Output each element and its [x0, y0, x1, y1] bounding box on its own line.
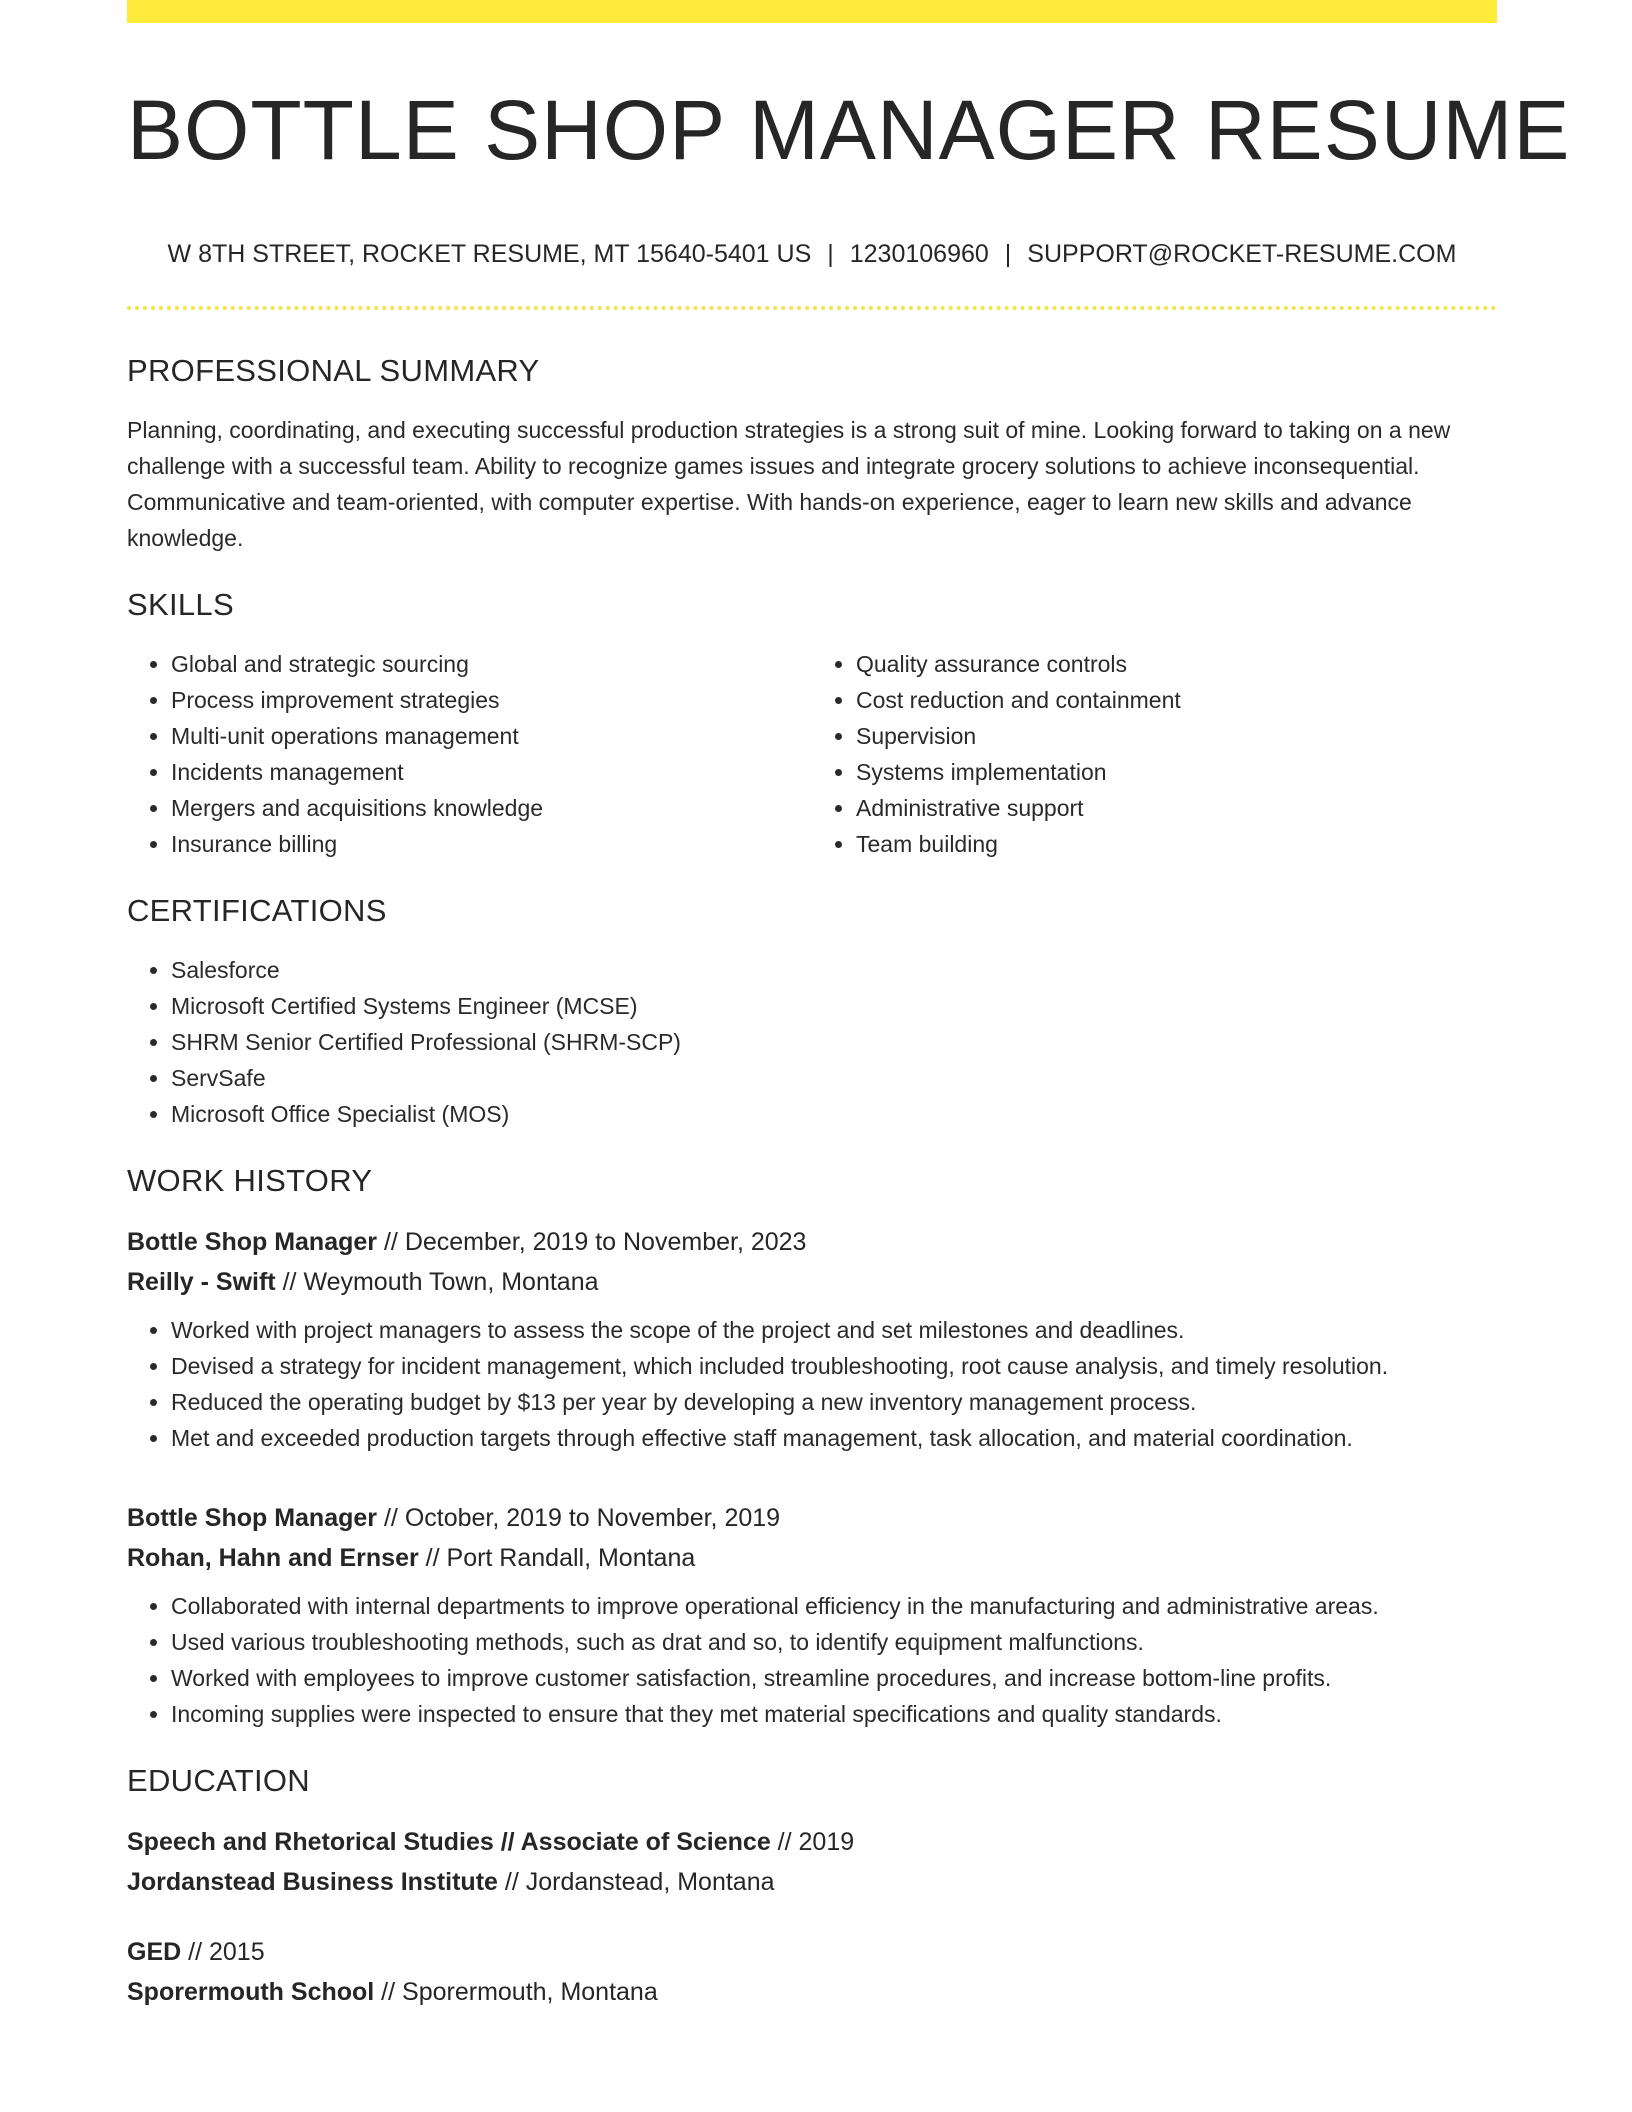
- separator: //: [374, 1978, 403, 2006]
- email: SUPPORT@ROCKET-RESUME.COM: [1027, 240, 1457, 268]
- job-bullet: • Incoming supplies were inspected to ensure that they met material specifications and quality standards.: [171, 1696, 1497, 1732]
- school-line: [127, 1972, 1497, 2012]
- job-bullet: • Worked with employees to improve customer satisfaction, streamline procedures, and increase bottom-line profits.: [171, 1660, 1497, 1696]
- work-history-heading: WORK HISTORY: [127, 1163, 373, 1198]
- skill-item: • Process improvement strategies: [171, 682, 812, 718]
- job-bullets: [127, 1312, 1497, 1456]
- contact-separator: |: [1004, 240, 1012, 268]
- skill-item: • Insurance billing: [171, 826, 812, 862]
- skill-item: • Multi-unit operations management: [171, 718, 812, 754]
- phone: 1230106960: [849, 240, 989, 268]
- job-bullet: • Used various troubleshooting methods, such as drat and so, to identify equipment malfunctions.: [171, 1624, 1497, 1660]
- job-company-line: [127, 1538, 1497, 1578]
- job-dates: October, 2019 to November, 2019: [404, 1504, 781, 1532]
- education-entry: [127, 1822, 1497, 1902]
- school-location: Jordanstead, Montana: [525, 1868, 775, 1896]
- separator: //: [418, 1544, 447, 1572]
- education-section: [127, 1762, 1497, 2012]
- job-location: Port Randall, Montana: [446, 1544, 696, 1572]
- education-heading: EDUCATION: [127, 1763, 310, 1798]
- degree: Speech and Rhetorical Studies // Associate of Science: [127, 1828, 771, 1856]
- skill-item: • Incidents management: [171, 754, 812, 790]
- skill-item: • Mergers and acquisitions knowledge: [171, 790, 812, 826]
- certifications-heading: CERTIFICATIONS: [127, 893, 387, 928]
- summary-section: [127, 352, 1497, 556]
- skills-grid: [127, 646, 1497, 862]
- job-bullet: • Reduced the operating budget by $13 per year by developing a new inventory management process.: [171, 1384, 1497, 1420]
- job-bullet: • Collaborated with internal departments to improve operational efficiency in the manufacturing and administrative areas.: [171, 1588, 1497, 1624]
- skill-item: • Supervision: [856, 718, 1497, 754]
- job-entry: [127, 1498, 1497, 1732]
- degree: GED: [127, 1938, 182, 1966]
- job-title: Bottle Shop Manager: [127, 1504, 378, 1532]
- accent-bar: [127, 0, 1497, 23]
- job-dates: December, 2019 to November, 2023: [404, 1228, 807, 1256]
- skills-left-list: [127, 646, 812, 862]
- job-title: Bottle Shop Manager: [127, 1228, 378, 1256]
- job-title-line: [127, 1498, 1497, 1538]
- graduation-year: 2019: [798, 1828, 855, 1856]
- address: W 8TH STREET, ROCKET RESUME, MT 15640-5401 US: [167, 240, 812, 268]
- education-entry: [127, 1932, 1497, 2012]
- skill-item: • Administrative support: [856, 790, 1497, 826]
- contact-line: [127, 238, 1497, 270]
- separator: //: [377, 1504, 405, 1532]
- separator: //: [181, 1938, 209, 1966]
- school-line: [127, 1862, 1497, 1902]
- summary-heading: PROFESSIONAL SUMMARY: [127, 353, 540, 388]
- certifications-section: [127, 892, 1497, 1132]
- certification-item: • SHRM Senior Certified Professional (SHRM-SCP): [171, 1024, 1497, 1060]
- skills-right-list: [812, 646, 1497, 862]
- separator: //: [377, 1228, 405, 1256]
- graduation-year: 2015: [208, 1938, 265, 1966]
- separator: //: [275, 1268, 304, 1296]
- certification-item: • Salesforce: [171, 952, 1497, 988]
- job-bullet: • Met and exceeded production targets through effective staff management, task allocation, and material coordination.: [171, 1420, 1497, 1456]
- school-location: Sporermouth, Montana: [402, 1978, 658, 2006]
- certifications-list: [127, 952, 1497, 1132]
- certification-item: • ServSafe: [171, 1060, 1497, 1096]
- job-bullet: • Worked with project managers to assess the scope of the project and set milestones and deadlines.: [171, 1312, 1497, 1348]
- school-name: Sporermouth School: [127, 1978, 375, 2006]
- header-divider: [127, 306, 1497, 310]
- job-location: Weymouth Town, Montana: [303, 1268, 599, 1296]
- degree-line: [127, 1932, 1497, 1972]
- job-bullets: [127, 1588, 1497, 1732]
- skill-item: • Cost reduction and containment: [856, 682, 1497, 718]
- skills-heading: SKILLS: [127, 587, 234, 622]
- company-name: Rohan, Hahn and Ernser: [127, 1544, 419, 1572]
- work-history-section: [127, 1162, 1497, 1732]
- skill-item: • Team building: [856, 826, 1497, 862]
- job-bullet: • Devised a strategy for incident management, which included troubleshooting, root cause analysis, and timely resolution.: [171, 1348, 1497, 1384]
- summary-text: Planning, coordinating, and executing successful production strategies is a strong suit of mine. Looking forward to taking on a new challenge with a successful team. Ability to recognize games issues and integrate grocery solutions to achieve inconsequential. Communicative and team-oriented, with computer expertise. With hands-on experience, eager to learn new skills and advance knowledge.: [127, 417, 1451, 551]
- skill-item: • Systems implementation: [856, 754, 1497, 790]
- skill-item: • Quality assurance controls: [856, 646, 1497, 682]
- separator: //: [770, 1828, 799, 1856]
- separator: //: [497, 1868, 526, 1896]
- certification-item: • Microsoft Certified Systems Engineer (MCSE): [171, 988, 1497, 1024]
- resume-title: BOTTLE SHOP MANAGER RESUME: [127, 83, 1571, 177]
- contact-separator: |: [827, 240, 834, 268]
- job-title-line: [127, 1222, 1497, 1262]
- job-company-line: [127, 1262, 1497, 1302]
- skills-section: [127, 586, 1497, 862]
- skill-item: • Global and strategic sourcing: [171, 646, 812, 682]
- job-entry: [127, 1222, 1497, 1456]
- company-name: Reilly - Swift: [127, 1268, 276, 1296]
- resume-content: [127, 352, 1497, 2042]
- degree-line: [127, 1822, 1497, 1862]
- certification-item: • Microsoft Office Specialist (MOS): [171, 1096, 1497, 1132]
- school-name: Jordanstead Business Institute: [127, 1868, 498, 1896]
